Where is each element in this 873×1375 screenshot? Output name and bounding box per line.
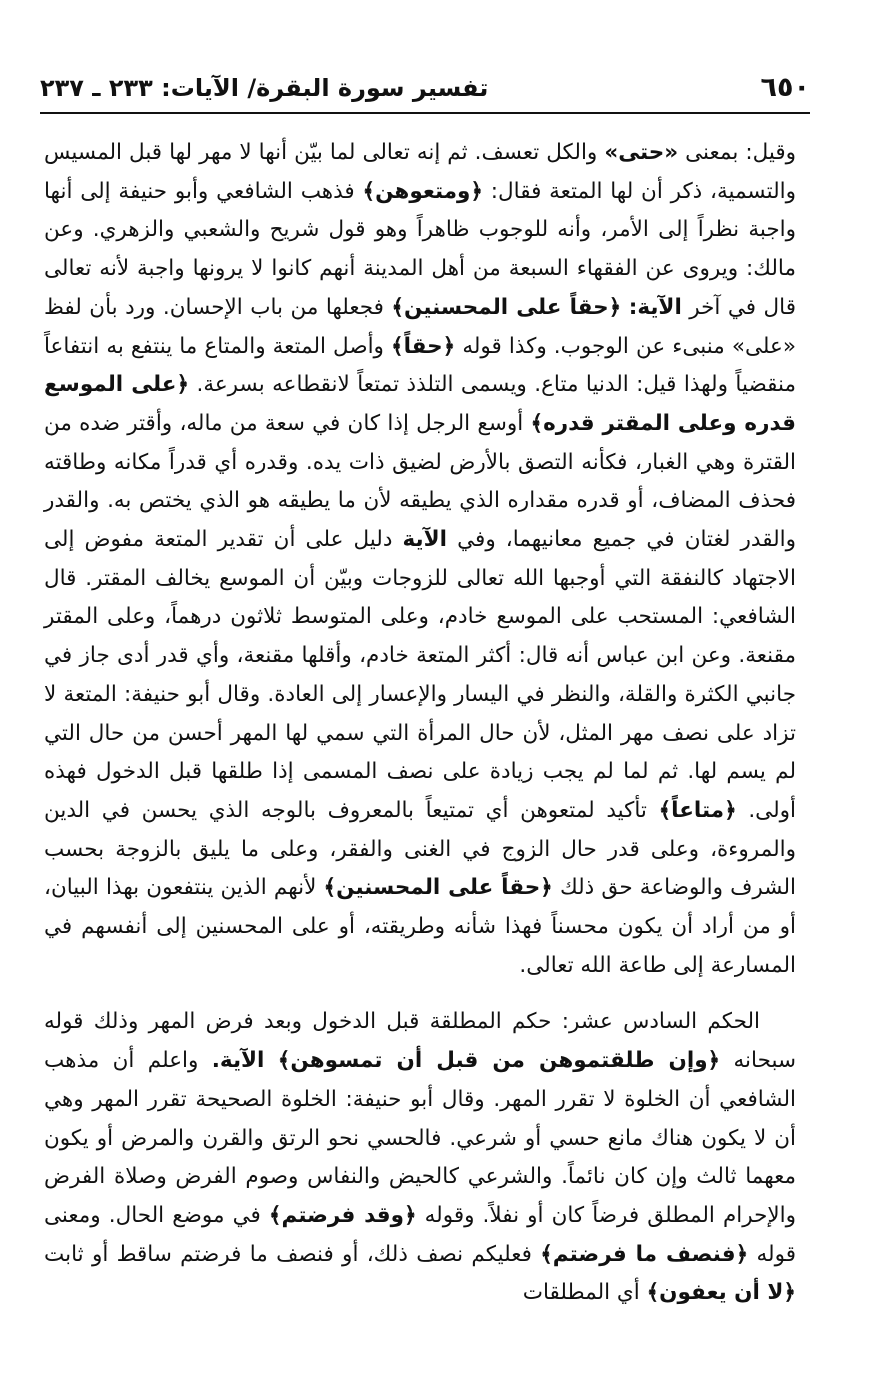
- text-segment: أي المطلقات: [522, 1280, 647, 1306]
- paragraph: [44, 1003, 796, 1313]
- header-rule: [40, 112, 810, 114]
- text-segment: لأنهم الذين ينتفعون بهذا البيان، أو من أراد أن يكون محسناً فهذا شأنه وطريقته، أو على المحسنين إلى أنفسهم في المسارعة إلى طاعة الله تعالى.: [44, 875, 796, 978]
- quran-quote: ﴿على الموسع قدره وعلى المقتر قدره﴾: [44, 372, 796, 436]
- page-number: ٦٥٠: [760, 72, 810, 103]
- text-segment: تأكيد لمتعوهن أي تمتيعاً بالمعروف بالوجه الذي يحسن في الدين والمروءة، وعلى قدر حال الزوج في الغنى والفقر، وعلى ما يليق بالزوجة بحسب الشرف والوضاعة حق ذلك: [44, 797, 796, 901]
- text-segment: وأصل المتعة والمتاع ما ينتفع به انتفاعاً منقضياً ولهذا قيل: الدنيا متاع. ويسمى التلذذ تمتعاً لانقطاعه بسرعة.: [44, 333, 796, 398]
- quran-quote: ﴿متاعاً﴾: [658, 797, 737, 823]
- bold-term: الآية: [402, 527, 448, 553]
- quran-quote: ﴿حقاً﴾: [391, 333, 456, 359]
- text-segment: فعليكم نصف ذلك، أو فنصف ما فرضتم ساقط أو ثابت: [44, 1241, 541, 1267]
- text-segment: أوسع الرجل إذا كان في سعة من ماله، وأقتر ضده من القترة وهي الغبار، فكأنه التصق بالأرض لضيق ذات يده. وقدره أي قدراً مكانه وطاقته فحذف المضاف، أو قدره مقداره الذي يطيقه لأن ما يطيقه هو الذي يختص به. والقدر والقدر لغتان في جميع معانيهما، وفي: [44, 410, 796, 553]
- body-text: [44, 134, 796, 1313]
- quran-quote: ﴿وإن طلقتموهن من قبل أن تمسوهن﴾: [277, 1048, 721, 1074]
- text-segment: فذهب الشافعي وأبو حنيفة إلى أنها واجبة نظراً إلى الأمر، وأنه للوجوب ظاهراً وهو قول شريح والشعبي والزهري. وعن مالك: ويروى عن الفقهاء السبعة من أهل المدينة أنهم كانوا لا يرونها واجبة لأنه تعالى قال في آخر: [44, 178, 796, 320]
- quran-quote: ﴿لا أن يعفون﴾: [646, 1280, 796, 1306]
- text-segment: [264, 1048, 277, 1073]
- quran-quote: ﴿حقاً على المحسنين﴾: [391, 294, 622, 320]
- text-segment: في موضع الحال. ومعنى قوله: [44, 1202, 796, 1267]
- bold-term: الآية.: [211, 1048, 265, 1074]
- text-segment: دليل على أن تقدير المتعة مفوض إلى الاجتهاد كالنفقة التي أوجبها الله تعالى للزوجات وبيّن أن الموسع يخالف المقتر. قال الشافعي: المستحب على الموسع خادم، وعلى المتوسط ثلاثون درهماً، وعلى المقتر مقنعة. وعن ابن عباس أنه قال: أكثر المتعة خادم، وأقلها مقنعة، وأي قدر أدى جاز في جانبي الكثرة والقلة، والنظر في اليسار والإعسار إلى العادة. وقال أبو حنيفة: المتعة لا تزاد على نصف مهر المثل، لأن حال المرأة التي سمي لها المهر أحسن من حال التي لم يسم لها. ثم لما لم يجب زيادة على نصف المسمى إذا طلقها قبل الدخول فهذه أولى.: [44, 527, 796, 823]
- quran-quote: ﴿حقاً على المحسنين﴾: [323, 875, 553, 901]
- quran-quote: ﴿وقد فرضتم﴾: [268, 1202, 417, 1228]
- text-segment: [621, 295, 628, 320]
- text-segment: الحكم السادس عشر: حكم المطلقة قبل الدخول وبعد فرض المهر وذلك قوله سبحانه: [44, 1009, 796, 1074]
- text-segment: فجعلها من باب الإحسان. ورد بأن لفظ «على» منبىء عن الوجوب. وكذا قوله: [44, 294, 796, 359]
- running-header: [40, 68, 810, 108]
- text-segment: والكل تعسف. ثم إنه تعالى لما بيّن أنها لا مهر لها قبل المسيس والتسمية، ذكر أن لها المتعة فقال:: [44, 140, 796, 204]
- header-title: تفسير سورة البقرة/ الآيات: ٢٣٣ ـ ٢٣٧: [40, 74, 489, 102]
- paragraph: [44, 134, 796, 985]
- text-segment: وقيل: بمعنى: [678, 140, 796, 165]
- bold-term: الآية:: [628, 294, 682, 320]
- text-segment: واعلم أن مذهب الشافعي أن الخلوة لا تقرر المهر. وقال أبو حنيفة: الخلوة الصحيحة تقرر المهر وهي أن لا يكون هناك مانع حسي أو شرعي. فالحسي نحو الرتق والقرن والمرض أو يكون معهما ثالث وإن كان نائماً. والشرعي كالحيض والنفاس وصوم الفرض وصلاة الفرض والإحرام المطلق فرضاً كان أو نفلاً. وقوله: [44, 1048, 797, 1228]
- bold-term: «حتى»: [604, 140, 679, 165]
- quran-quote: ﴿فنصف ما فرضتم﴾: [540, 1241, 749, 1267]
- quran-quote: ﴿ومتعوهن﴾: [362, 178, 484, 204]
